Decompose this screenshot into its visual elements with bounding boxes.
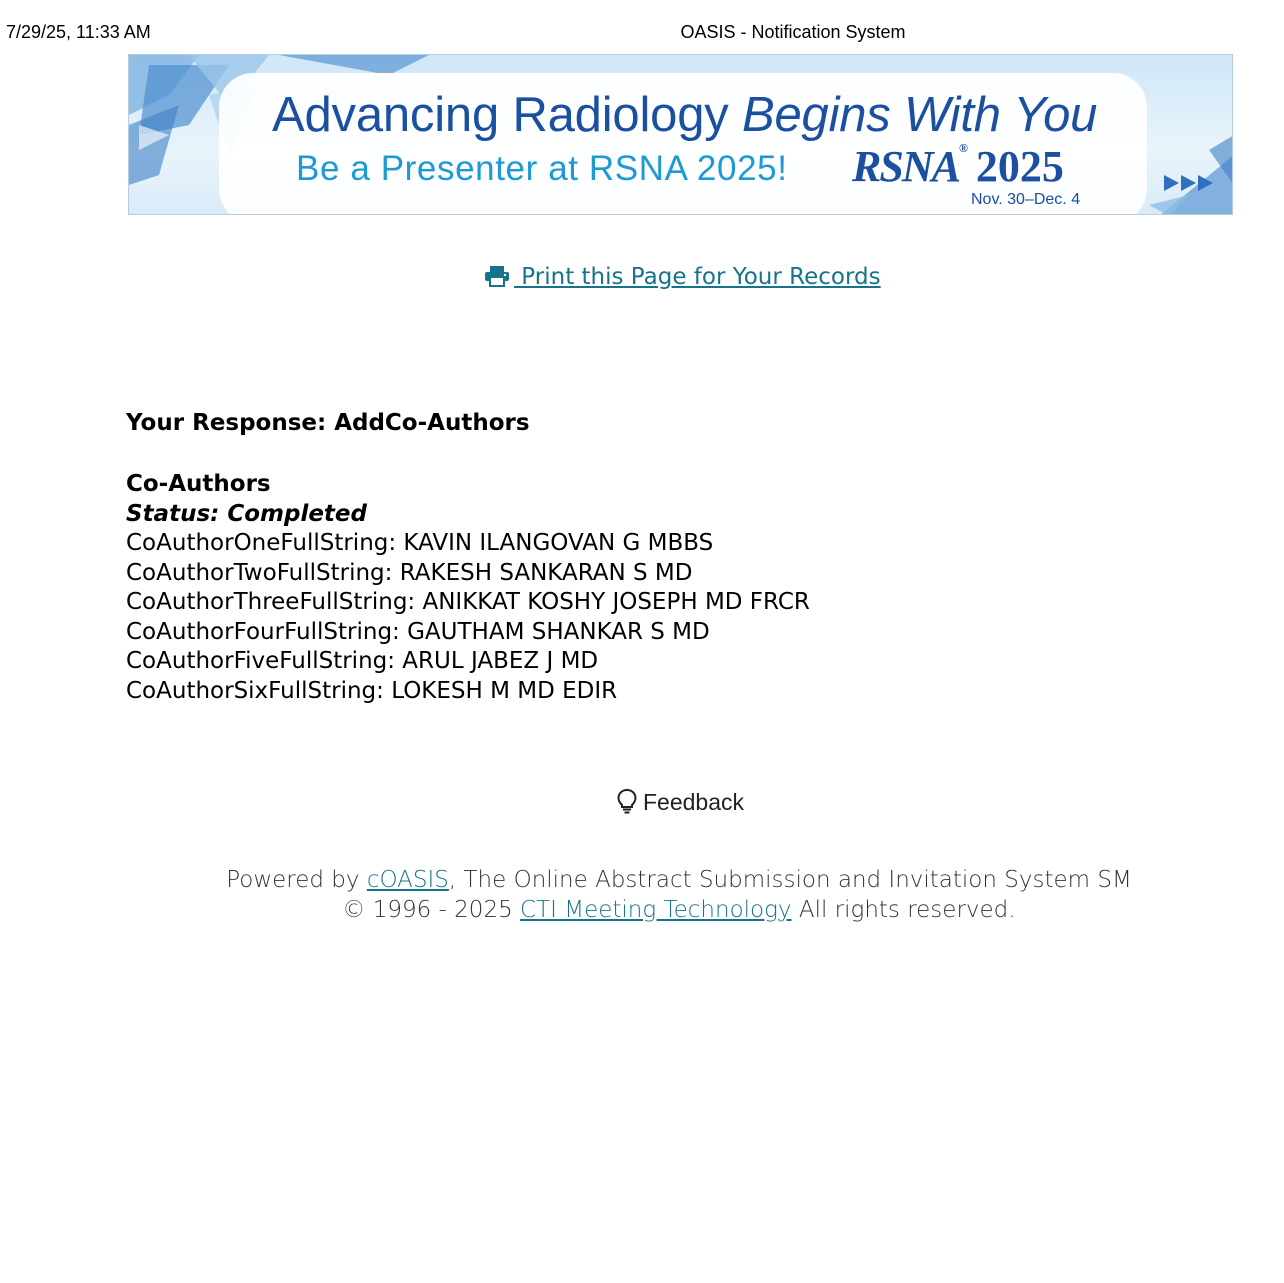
- powered-suffix: , The Online Abstract Submission and Invitation System SM: [448, 867, 1132, 893]
- co-author-row: CoAuthorTwoFullString: RAKESH SANKARAN S MD: [126, 559, 693, 586]
- feedback-button[interactable]: [617, 788, 744, 816]
- footer: [0, 866, 1284, 925]
- print-title: OASIS - Notification System: [680, 22, 906, 42]
- rsna-banner: [128, 54, 1233, 215]
- co-author-row: CoAuthorThreeFullString: ANIKKAT KOSHY JOSEPH MD FRCR: [126, 589, 810, 615]
- print-page-link[interactable]: [484, 264, 881, 290]
- banner-dates: Nov. 30–Dec. 4: [971, 191, 1081, 208]
- lightbulb-icon: [617, 788, 637, 814]
- copyright-line: [0, 896, 1284, 926]
- print-link-label: Print this Page for Your Records: [514, 264, 881, 290]
- powered-by-line: [0, 866, 1284, 896]
- co-author-row: CoAuthorSixFullString: LOKESH M MD EDIR: [126, 677, 618, 704]
- print-date: 7/29/25, 11:33 AM: [6, 22, 151, 42]
- coasis-link[interactable]: cOASIS: [366, 867, 449, 893]
- feedback-label: Feedback: [643, 789, 745, 815]
- co-authors-section: [126, 470, 810, 706]
- status-text: Status: Completed: [126, 500, 367, 527]
- co-author-row: CoAuthorFourFullString: GAUTHAM SHANKAR S MD: [126, 618, 710, 645]
- printer-icon: [484, 265, 510, 287]
- cti-link[interactable]: CTI Meeting Technology: [520, 896, 792, 923]
- banner-headline: [272, 87, 1097, 143]
- banner-subline: Be a Presenter at RSNA 2025!: [296, 149, 788, 188]
- brand-text: RSNA: [852, 142, 959, 191]
- copyright-prefix: © 1996 - 2025: [342, 896, 521, 923]
- co-author-row: CoAuthorOneFullString: KAVIN ILANGOVAN G MBBS: [126, 530, 714, 556]
- brand-year: 2025: [975, 142, 1064, 191]
- response-title: Your Response: AddCo-Authors: [126, 410, 530, 436]
- rsna-logo: [852, 141, 1064, 192]
- print-header: [0, 20, 1284, 46]
- copyright-suffix: All rights reserved.: [791, 896, 1016, 923]
- co-author-row: CoAuthorFiveFullString: ARUL JABEZ J MD: [126, 648, 599, 674]
- registered-mark: ®: [958, 141, 968, 155]
- headline-prefix: Advancing Radiology: [272, 88, 729, 142]
- section-heading: Co-Authors: [126, 471, 271, 497]
- powered-prefix: Powered by: [226, 867, 367, 893]
- headline-italic: Begins With You: [741, 88, 1098, 142]
